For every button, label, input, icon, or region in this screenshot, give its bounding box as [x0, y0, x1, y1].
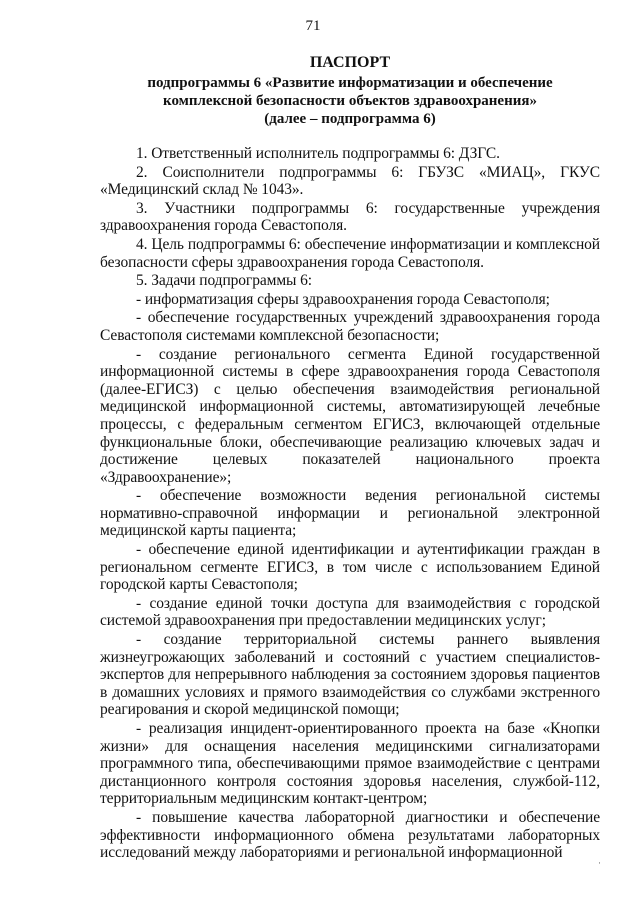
- paragraph-tasks-heading: 5. Задачи подпрограммы 6:: [136, 272, 312, 290]
- page-number: 71: [305, 18, 321, 34]
- task-item: - обеспечение государственных учреждений здравоохранения города Севастополя системами комплексной безопасности;: [100, 309, 600, 344]
- heading-line-1: подпрограммы 6 «Развитие информатизации и обеспечение: [147, 75, 553, 91]
- task-item: - создание территориальной системы раннего выявления жизнеугрожающих заболеваний и состояний с участием специалистов-экспертов для непрерывного наблюдения за состоянием здоровья пациентов в домашних условиях и прямого взаимодействия со службами экстренного реагирования и скорой медицинской помощи;: [100, 631, 600, 719]
- scan-speck: ·: [598, 858, 601, 868]
- task-item: - обеспечение возможности ведения региональной системы нормативно-справочной информации и региональной электронной медицинской карты пациента;: [100, 487, 600, 540]
- paragraph-goal: 4. Цель подпрограммы 6: обеспечение информатизации и комплексной безопасности сферы здравоохранения города Севастополя.: [100, 235, 600, 271]
- task-item: - информатизация сферы здравоохранения города Севастополя;: [136, 290, 550, 308]
- task-item: - создание регионального сегмента Единой государственной информационной системы в сфере здравоохранения города Севастополя (далее-ЕГИСЗ) с целью обеспечения взаимодействия региональной медицинской информационной системы, автоматизирующей лечебные процессы, с федеральным сегментом ЕГИСЗ, включающей отдельные функциональные блоки, обеспечивающие реализацию ключевых задач и достижение целевых показателей национального проекта «Здравоохранение»;: [100, 345, 600, 486]
- heading-line-2: комплексной безопасности объектов здравоохранения»: [163, 93, 537, 109]
- task-item: - создание единой точки доступа для взаимодействия с городской системой здравоохранения при предоставлении медицинских услуг;: [100, 594, 600, 630]
- heading-line-3: (далее – подпрограмма 6): [264, 111, 436, 127]
- paragraph-co-executors: 2. Соисполнители подпрограммы 6: ГБУЗС «МИАЦ», ГКУС «Медицинский склад № 1043».: [100, 163, 600, 199]
- task-item: - повышение качества лабораторной диагностики и обеспечение эффективности информационного обмена результатами лабораторных исследований между лабораториями и региональной информационной: [100, 808, 600, 862]
- task-item: - обеспечение единой идентификации и аутентификации граждан в региональном сегменте ЕГИСЗ, в том числе с использованием Единой городской карты Севастополя;: [100, 541, 600, 594]
- document-body: [100, 145, 600, 863]
- paragraph-responsible-executor: 1. Ответственный исполнитель подпрограммы 6: ДЗГС.: [136, 145, 500, 162]
- document-title: ПАСПОРТ: [309, 54, 391, 71]
- document-heading: [100, 54, 600, 128]
- task-item: - реализация инцидент-ориентированного проекта на базе «Кнопки жизни» для оснащения населения медицинскими сигнализаторами программного типа, обеспечивающими прямое взаимодействие с центрами дистанционного контроля состояния здоровья населения, службой-112, территориальным медицинским контакт-центром;: [100, 720, 600, 808]
- paragraph-participants: 3. Участники подпрограммы 6: государственные учреждения здравоохранения города Севастополя.: [100, 199, 600, 235]
